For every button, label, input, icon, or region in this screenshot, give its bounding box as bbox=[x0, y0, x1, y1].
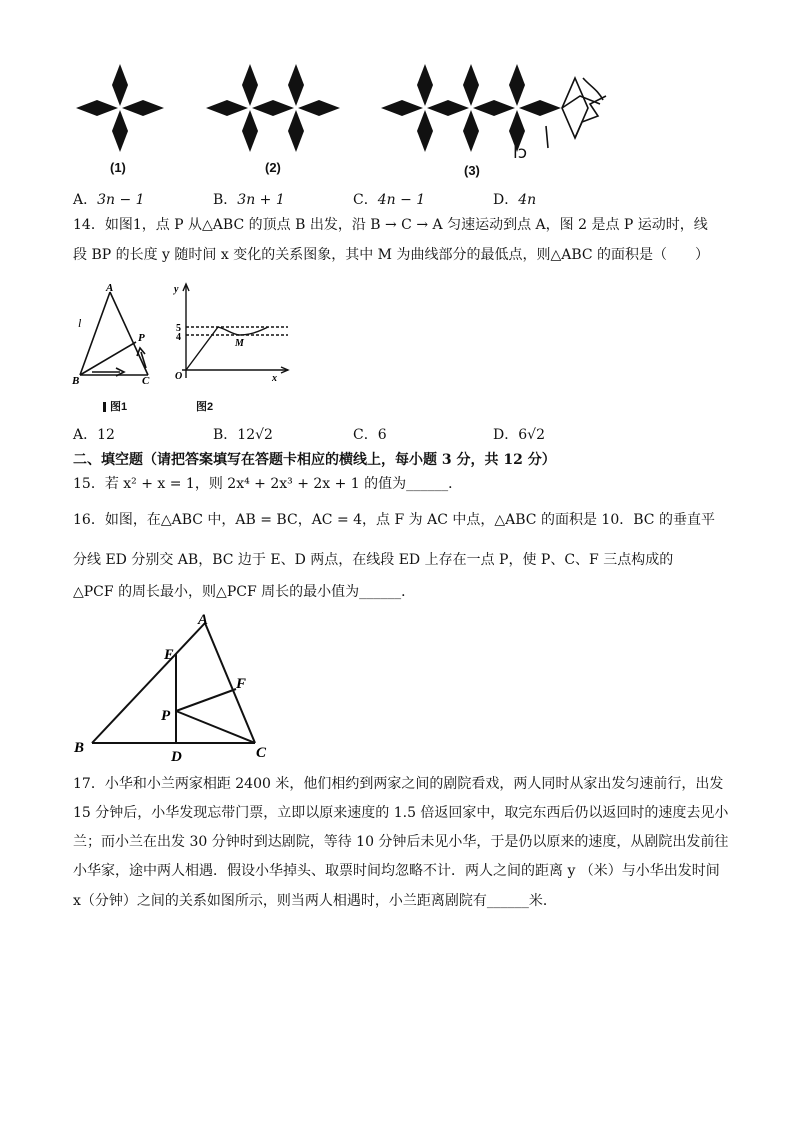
fig2-label-m: M bbox=[235, 338, 244, 349]
q16-line-1: 16．如图，在△ABC 中，AB = BC，AC = 4，点 F 为 AC 中点，△ABC 的面积是 10．BC 的垂直平 bbox=[73, 512, 715, 528]
q16-line-2: 分线 ED 分别交 AB，BC 边于 E、D 两点，在线段 ED 上存在一点 P，使 P、C、F 三点构成的 bbox=[73, 552, 674, 568]
fig16-label-b: B bbox=[74, 740, 85, 756]
fig1-caption: 图1 bbox=[103, 398, 127, 414]
pattern-label-3: (3) bbox=[464, 163, 480, 178]
q17-line-5: x（分钟）之间的关系如图所示，则当两人相遇时，小兰距离剧院有______米． bbox=[73, 893, 557, 909]
q14-option-b: B．12√2 bbox=[213, 427, 273, 443]
fig16-label-c: C bbox=[256, 745, 267, 761]
q14-option-a: A．12 bbox=[73, 427, 115, 443]
q13-option-a: A．3n − 1 bbox=[73, 192, 145, 208]
fig1-label-b: B bbox=[72, 375, 80, 387]
q17-line-2: 15 分钟后，小华发现忘带门票，立即以原来速度的 1.5 倍返回家中，取完东西后仍以返回时的速度去见小 bbox=[73, 805, 729, 821]
fig1-label-c: C bbox=[142, 375, 150, 387]
fig2-label-y: y bbox=[174, 284, 179, 295]
q14-graph-figure bbox=[168, 280, 293, 390]
pattern-figure-1 bbox=[76, 64, 164, 152]
q17-line-4: 小华家，途中两人相遇．假设小华掉头、取票时间均忽略不计．两人之间的距离 y （米）与小华出发时间 bbox=[73, 863, 720, 879]
section-2-title: 二、填空题（请把答案填写在答题卡相应的横线上，每小题 3 分，共 12 分） bbox=[73, 452, 556, 468]
handwritten-sketch bbox=[546, 78, 606, 148]
q17-line-3: 兰；而小兰在出发 30 分钟时到达剧院，等待 10 分钟后未见小华，于是仍以原来的速度，从剧院出发前往 bbox=[73, 834, 729, 850]
fig2-tick-4: 4 bbox=[176, 332, 181, 343]
pattern-label-1: (1) bbox=[110, 160, 126, 175]
q16-line-3: △PCF 的周长最小，则△PCF 周长的最小值为______． bbox=[73, 584, 416, 600]
q13-option-d: D．4n bbox=[493, 192, 537, 208]
q17-line-1: 17．小华和小兰两家相距 2400 米，他们相约到两家之间的剧院看戏，两人同时从家出发匀速前行，出发 bbox=[73, 776, 724, 792]
q14-line-2: 段 BP 的长度 y 随时间 x 变化的关系图象，其中 M 为曲线部分的最低点，则△ABC 的面积是（ ） bbox=[73, 247, 710, 263]
fig16-label-p: P bbox=[161, 708, 171, 724]
q14-line-1: 14．如图1，点 P 从△ABC 的顶点 B 出发，沿 B → C → A 匀速运动到点 A，图 2 是点 P 运动时，线 bbox=[73, 217, 708, 233]
fig2-caption: 图2 bbox=[196, 401, 214, 413]
fig16-label-e: E bbox=[164, 647, 175, 663]
fig16-label-f: F bbox=[236, 676, 247, 692]
fig1-label-p: P bbox=[138, 332, 145, 344]
pattern-label-2: (2) bbox=[265, 160, 281, 175]
fig2-origin: O bbox=[175, 371, 183, 382]
handwriting-note: lɔ bbox=[513, 143, 528, 163]
fig1-mark: l bbox=[78, 316, 82, 330]
fig2-tick-5: 5 bbox=[176, 323, 181, 334]
pattern-figure-2 bbox=[206, 64, 340, 152]
q13-option-c: C．4n − 1 bbox=[353, 192, 426, 208]
q14-triangle-figure bbox=[70, 280, 160, 415]
fig2-label-x: x bbox=[272, 373, 277, 384]
fig1-label-a: A bbox=[106, 282, 114, 294]
pattern-figure-3 bbox=[381, 64, 561, 152]
q13-option-b: B．3n + 1 bbox=[213, 192, 285, 208]
q14-option-c: C．6 bbox=[353, 427, 387, 443]
diamond-pattern-figures bbox=[70, 60, 610, 185]
q14-option-d: D．6√2 bbox=[493, 427, 545, 443]
fig16-label-a: A bbox=[198, 612, 209, 628]
q16-triangle-figure bbox=[70, 610, 280, 765]
q15-text: 15．若 x² + x = 1，则 2x⁴ + 2x³ + 2x + 1 的值为______． bbox=[73, 476, 463, 492]
fig16-label-d: D bbox=[171, 749, 182, 765]
